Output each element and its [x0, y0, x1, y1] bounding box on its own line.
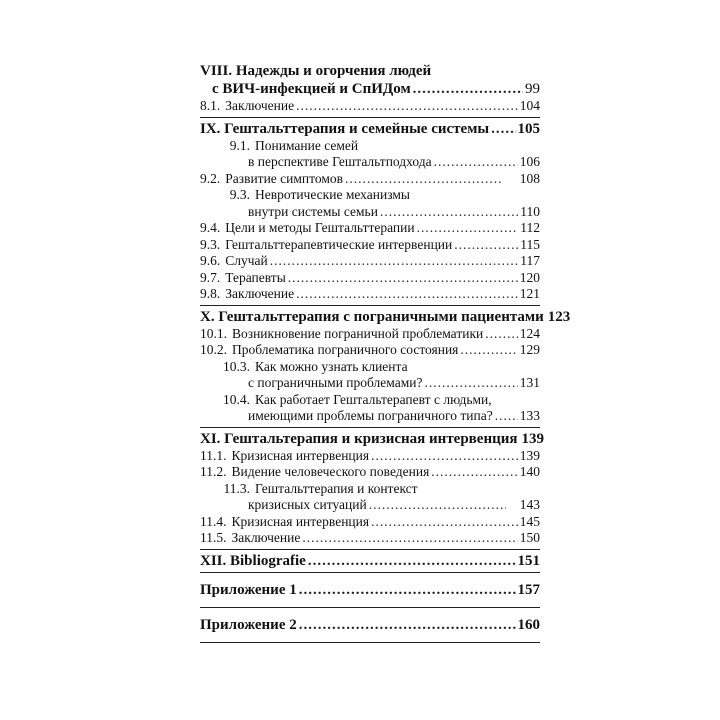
- chapter-title-cont: с ВИЧ-инфекцией и СпИДом: [212, 81, 411, 97]
- toc-section-9-5[interactable]: [200, 237, 540, 254]
- toc-section-9-7[interactable]: [200, 270, 540, 287]
- toc-chapter-9[interactable]: [200, 120, 540, 138]
- leader-dots: [431, 464, 517, 481]
- separator-line: [200, 305, 540, 306]
- section-title-cont: с пограничными проблемами?: [248, 375, 423, 390]
- page-number: 150: [519, 530, 540, 545]
- section-title: Заключение: [225, 286, 295, 301]
- section-title: Проблематика пограничного состояния: [232, 342, 459, 357]
- leader-dots: [369, 497, 506, 514]
- section-title: Гештальттерапевтические интервенции: [225, 236, 453, 252]
- chapter-title: XI. Гештальтерапия и кризисная интервенция: [200, 430, 518, 447]
- section-title: Кризисная интервенция: [231, 513, 370, 529]
- leader-dots: [491, 120, 515, 138]
- leader-dots: [485, 326, 518, 343]
- section-number: 11.2.: [200, 464, 227, 479]
- section-number: 9.4.: [200, 220, 221, 235]
- page-number: 112: [520, 220, 540, 235]
- page-number: 157: [517, 581, 540, 598]
- section-title: Невротические механизмы: [255, 187, 410, 202]
- section-title: Как работает Гештальтерапевт с людьми,: [255, 391, 492, 407]
- section-number: 10.4.: [223, 391, 250, 407]
- section-number: 9.6.: [200, 253, 221, 268]
- leader-dots: [371, 514, 518, 531]
- leader-dots: [288, 270, 518, 287]
- page-number: 139: [519, 447, 540, 463]
- page-number: 124: [519, 325, 540, 341]
- toc-section-9-8[interactable]: [200, 286, 540, 303]
- page-number: 108: [519, 170, 540, 186]
- leader-dots: [495, 408, 518, 425]
- page-number: 99: [525, 81, 540, 97]
- section-title: Цели и методы Гештальттерапии: [225, 220, 415, 235]
- section-number: 9.7.: [200, 269, 221, 285]
- leader-dots: [454, 237, 518, 254]
- section-title: Видение человеческого поведения: [231, 464, 430, 479]
- section-title: Понимание семей: [255, 137, 359, 153]
- leader-dots: [302, 530, 517, 547]
- toc-chapter-12[interactable]: [200, 552, 540, 570]
- section-number: 9.2.: [200, 170, 221, 186]
- section-title-cont: в перспективе Гештальтподхода: [248, 154, 432, 169]
- chapter-title: VIII. Надежды и огорчения людей: [200, 63, 432, 79]
- page-number: 139: [521, 430, 544, 447]
- appendix-title: Приложение 1: [200, 581, 297, 598]
- page-number: 105: [517, 120, 540, 137]
- page-number: 120: [519, 269, 540, 285]
- toc-section-11-5[interactable]: [200, 530, 540, 547]
- page-number: 133: [519, 408, 540, 423]
- separator-line: [200, 427, 540, 428]
- chapter-title: IX. Гештальттерапия и семейные системы: [200, 120, 490, 137]
- chapter-title: X. Гештальттерапия с пограничными пациентами: [200, 308, 544, 325]
- page-number: 115: [520, 236, 540, 252]
- page-number: 129: [519, 342, 540, 357]
- leader-dots: [413, 80, 523, 98]
- leader-dots: [296, 98, 518, 115]
- section-title: Кризисная интервенция: [231, 447, 370, 463]
- toc-chapter-10[interactable]: [200, 308, 571, 326]
- section-number: 11.4.: [200, 513, 227, 529]
- appendix-title: Приложение 2: [200, 616, 297, 633]
- section-number: 11.5.: [200, 530, 227, 545]
- toc-section-10-4[interactable]: [200, 392, 540, 409]
- table-of-contents: [200, 62, 571, 645]
- leader-dots: [270, 253, 519, 270]
- page-number: 145: [519, 513, 540, 529]
- section-number: 11.1.: [200, 447, 227, 463]
- section-number: 10.2.: [200, 342, 227, 357]
- section-title: Терапевты: [225, 269, 286, 285]
- section-title: Как можно узнать клиента: [255, 358, 408, 374]
- section-number: 8.1.: [200, 98, 221, 113]
- toc-section-9-4[interactable]: [200, 220, 540, 237]
- leader-dots: [308, 552, 516, 570]
- separator-line: [200, 642, 540, 643]
- section-number: 10.1.: [200, 325, 227, 341]
- chapter-title: XII. Bibliografie: [200, 552, 306, 569]
- section-number: 9.3.: [200, 236, 221, 252]
- toc-section-8-1[interactable]: [200, 98, 540, 115]
- toc-section-9-6[interactable]: [200, 253, 540, 270]
- leader-dots: [417, 220, 519, 237]
- page-number: 151: [517, 552, 540, 569]
- toc-appendix-2[interactable]: [200, 616, 540, 634]
- toc-section-10-3-cont[interactable]: [200, 375, 540, 392]
- section-title-cont: внутри системы семьи: [248, 203, 378, 219]
- toc-chapter-11[interactable]: [200, 430, 544, 448]
- toc-section-9-1-cont[interactable]: [200, 154, 540, 171]
- leader-dots: [380, 204, 518, 221]
- page-number: 117: [520, 253, 540, 268]
- page-number: 104: [519, 98, 540, 113]
- toc-section-11-4[interactable]: [200, 514, 540, 531]
- section-number: 9.8.: [200, 286, 221, 301]
- section-title-cont: имеющими проблемы пограничного типа?: [248, 408, 493, 423]
- leader-dots: [460, 342, 517, 359]
- leader-dots: [434, 154, 518, 171]
- leader-dots: [296, 286, 518, 303]
- section-title: Заключение: [231, 530, 301, 545]
- section-title: Случай: [225, 253, 268, 268]
- section-number: 11.3.: [223, 480, 250, 496]
- toc-section-11-3-cont[interactable]: [200, 497, 540, 514]
- leader-dots: [425, 375, 518, 392]
- section-title: Возникновение пограничной проблематики: [232, 325, 484, 341]
- toc-section-10-3[interactable]: [200, 359, 540, 376]
- leader-dots: [345, 171, 502, 188]
- toc-section-11-1[interactable]: [200, 448, 540, 465]
- leader-dots: [299, 616, 516, 634]
- separator-line: [200, 549, 540, 550]
- leader-dots: [299, 581, 516, 599]
- page-number: 123: [547, 308, 571, 325]
- section-title: Развитие симптомов: [225, 170, 344, 186]
- toc-section-11-2[interactable]: [200, 464, 540, 481]
- toc-section-10-2[interactable]: [200, 342, 540, 359]
- separator-line: [200, 607, 540, 608]
- toc-section-11-3[interactable]: [200, 481, 540, 498]
- toc-chapter-8-cont[interactable]: [200, 80, 540, 98]
- toc-section-9-1[interactable]: [200, 138, 540, 155]
- leader-dots: [371, 448, 518, 465]
- page-number: 131: [519, 375, 540, 390]
- toc-section-9-3[interactable]: [200, 187, 540, 204]
- page-number: 121: [519, 286, 540, 301]
- page-number: 140: [519, 464, 540, 479]
- page-number: 106: [519, 154, 540, 169]
- separator-line: [200, 117, 540, 118]
- toc-section-10-4-cont[interactable]: [200, 408, 540, 425]
- page-number: 110: [520, 203, 540, 219]
- section-title: Гештальттерапия и контекст: [255, 480, 418, 496]
- section-number: 10.3.: [223, 358, 250, 374]
- section-number: 9.1.: [229, 137, 250, 153]
- toc-chapter-8[interactable]: [200, 62, 540, 80]
- page-number: 160: [517, 616, 540, 633]
- section-title-cont: кризисных ситуаций: [248, 497, 367, 512]
- page-number: 143: [519, 497, 540, 512]
- section-title: Заключение: [225, 98, 295, 113]
- toc-section-10-1[interactable]: [200, 326, 540, 343]
- toc-appendix-1[interactable]: [200, 581, 540, 599]
- separator-line: [200, 572, 540, 573]
- toc-section-9-3-cont[interactable]: [200, 204, 540, 221]
- toc-section-9-2[interactable]: [200, 171, 540, 188]
- section-number: 9.3.: [229, 187, 250, 202]
